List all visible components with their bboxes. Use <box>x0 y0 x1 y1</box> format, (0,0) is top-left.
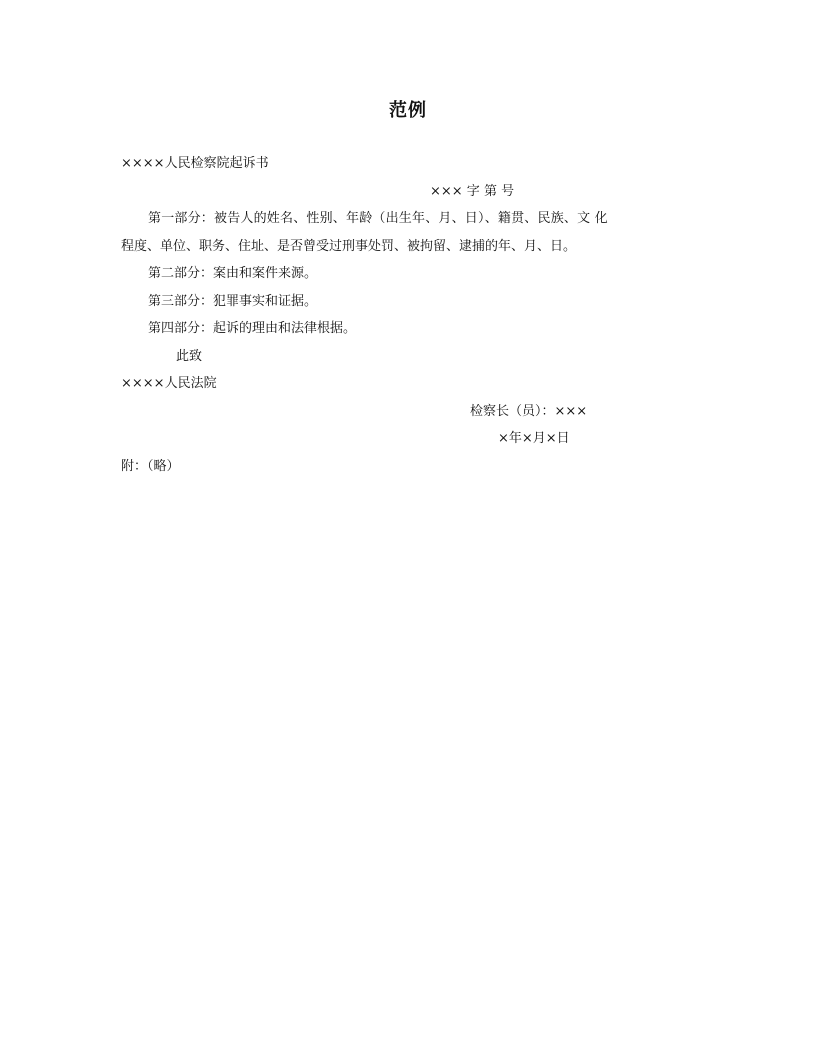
attachment-note: 附：（略） <box>121 459 180 474</box>
signatory: 检察长（员）：××× <box>470 404 588 419</box>
recipient: ××××人民法院 <box>121 376 217 391</box>
document-date: ×年×月×日 <box>498 431 570 446</box>
salutation: 此致 <box>176 349 203 364</box>
part2-paragraph: 第二部分：案由和案件来源。 <box>148 266 318 281</box>
document-number: ××× 字 第 号 <box>430 184 515 199</box>
indictment-heading: ××××人民检察院起诉书 <box>121 156 269 171</box>
part4-paragraph: 第四部分：起诉的理由和法律根据。 <box>148 321 357 336</box>
part1-line1: 第一部分：被告人的姓名、性别、年龄（出生年、月、日）、籍贯、民族、文 化 <box>148 211 608 226</box>
part1-line2: 程度、单位、职务、住址、是否曾受过刑事处罚、被拘留、逮捕的年、月、日。 <box>121 239 577 254</box>
part3-paragraph: 第三部分：犯罪事实和证据。 <box>148 294 318 309</box>
document-title: 范例 <box>389 100 427 121</box>
